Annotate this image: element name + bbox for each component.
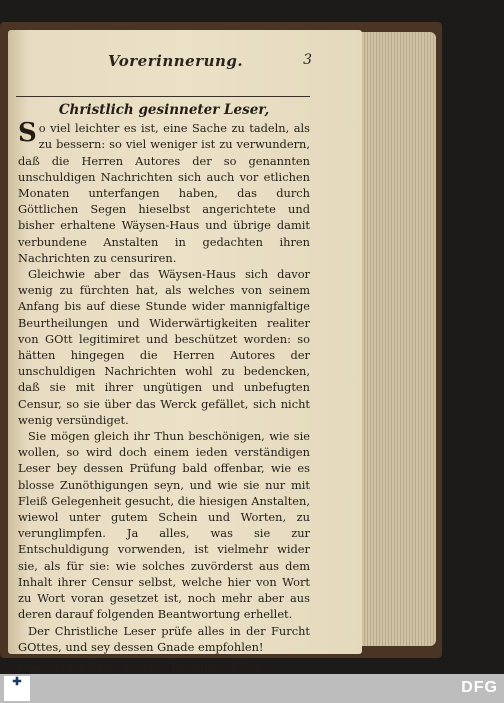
page-header bbox=[62, 52, 312, 72]
library-logo-icon: ✚ bbox=[12, 675, 22, 688]
salutation: Christlich gesinneter Leser, bbox=[58, 102, 270, 118]
paragraph: Sie mögen gleich ihr Thun beschönigen, wie sie wollen, so wird doch einem ieden verständigen Leser bey dessen Prüfung bald offenbar, wie es blosse Zunöthigungen seyn, und wie sie nur mit Fleiß Gelegenheit gesucht, die hiesigen Anstalten, wiewol unter gutem Schein und Worten, zu verunglimpfen. Ja alles, was sie zur Entschuldigung vorwenden, ist vielmehr wider sie, als für sie: wie solches zuvörderst aus dem Inhalt ihrer Censur selbst, welche hier von Wort zu Wort voran gesetzet ist, noch mehr aber aus deren darauf folgenden Beantwortung erhellet. bbox=[18, 429, 310, 622]
page-number: 3 bbox=[303, 52, 312, 68]
library-logo[interactable] bbox=[4, 676, 30, 701]
dateline: Glaucha an Halle, den 20. Decembr. 1708. bbox=[18, 659, 263, 674]
dfg-logo[interactable]: DFG bbox=[461, 679, 498, 696]
header-rule bbox=[16, 96, 310, 97]
paragraph: Gleichwie aber das Wäysen-Haus sich davor wenig zu fürchten hat, als welches von seinem Anfang bis auf diese Stunde wider mannigfaltige Beurtheilungen und Widerwärtigkeiten realiter von GOtt legitimiret und beschützet worden: so hätten hingegen die Herren Autores der unschuldigen Nachrichten wohl zu bedencken, daß sie mit ihrer ungütigen und unbefugten Censur, so sie über das Werck gefället, sich nicht wenig versündiget. bbox=[18, 267, 310, 427]
paragraph: So viel leichter es ist, eine Sache zu tadeln, als zu bessern: so viel weniger ist zu verwundern, daß die Herren Autores der so genannten unschuldigen Nachrichten sich auch vor etlichen Monaten unterfangen haben, das durch Göttlichen Segen hieselbst angerichtete und bisher erhaltene Wäysen-Haus und übrige damit verbundene Anstalten in gedachten ihren Nachrichten zu censuriren. bbox=[18, 118, 310, 265]
text-block bbox=[18, 102, 310, 675]
paragraph: Der Christliche Leser prüfe alles in der Furcht GOttes, und sey dessen Gnade empfohlen! bbox=[18, 623, 310, 654]
running-title: Vorerinnerung. bbox=[108, 52, 244, 70]
viewer-footer-bar bbox=[0, 674, 504, 703]
page-edges bbox=[356, 32, 436, 646]
